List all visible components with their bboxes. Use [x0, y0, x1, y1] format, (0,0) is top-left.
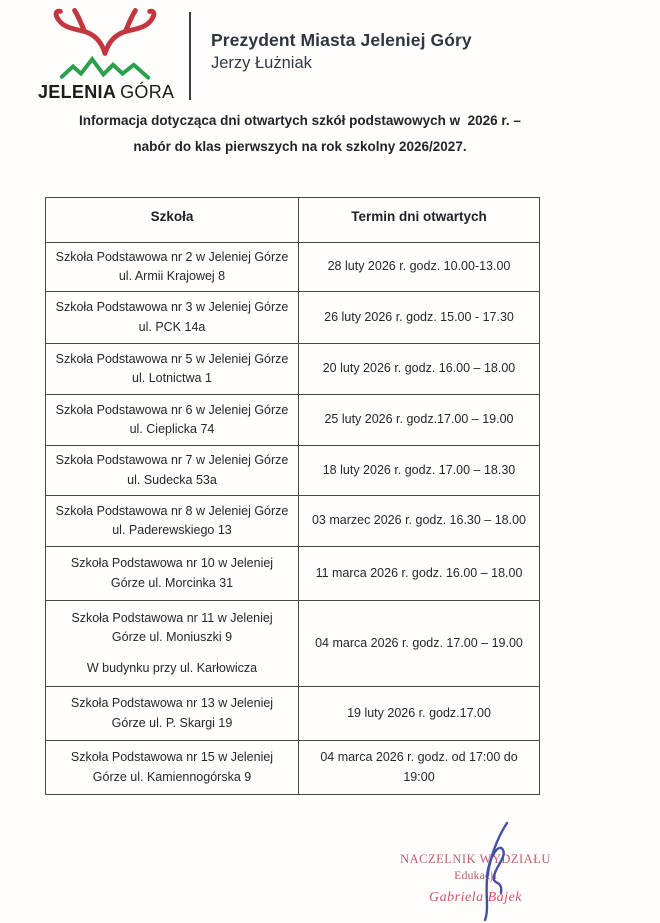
stamp-title-line: NACZELNIK WYDZIAŁU [400, 852, 551, 866]
office-subtitle: Jerzy Łużniak [211, 54, 312, 72]
school-cell: Szkoła Podstawowa nr 15 w Jeleniej Górze ul. Kamiennogórska 9 [46, 741, 299, 795]
school-cell: Szkoła Podstawowa nr 7 w Jeleniej Górze ul. Sudecka 53a [46, 446, 299, 496]
school-cell: Szkoła Podstawowa nr 13 w Jeleniej Górze ul. P. Skargi 19 [46, 687, 299, 741]
office-title: Prezydent Miasta Jeleniej Góry [211, 30, 472, 50]
term-cell: 04 marca 2026 r. godz. od 17:00 do 19:00 [299, 741, 540, 795]
term-cell: 28 luty 2026 r. godz. 10.00-13.00 [299, 243, 540, 292]
table-row [46, 687, 540, 741]
term-cell: 26 luty 2026 r. godz. 15.00 - 17.30 [299, 292, 540, 344]
table-row [46, 601, 540, 687]
logo-wordmark [38, 82, 175, 103]
table-row [46, 395, 540, 446]
table-row [46, 344, 540, 395]
school-cell: Szkoła Podstawowa nr 5 w Jeleniej Górze ul. Lotnictwa 1 [46, 344, 299, 395]
school-cell: Szkoła Podstawowa nr 2 w Jeleniej Górze ul. Armii Krajowej 8 [46, 243, 299, 292]
logo-word-gora: GÓRA [120, 82, 175, 102]
term-cell: 11 marca 2026 r. godz. 16.00 – 18.00 [299, 547, 540, 601]
handwritten-signature [472, 820, 524, 922]
table-row [46, 741, 540, 795]
intro-line-1: Informacja dotycząca dni otwartych szkół podstawowych w 2026 r. – [79, 113, 521, 128]
table-row [46, 446, 540, 496]
table-row [46, 243, 540, 292]
logo-word-jelenia: JELENIA [38, 82, 117, 102]
term-cell: 03 marzec 2026 r. godz. 16.30 – 18.00 [299, 496, 540, 547]
term-cell: 18 luty 2026 r. godz. 17.00 – 18.30 [299, 446, 540, 496]
column-header-term: Termin dni otwartych [299, 198, 540, 243]
header-divider [189, 12, 191, 100]
antlers-icon [41, 6, 169, 56]
term-cell: 04 marca 2026 r. godz. 17.00 – 19.00 [299, 601, 540, 687]
open-days-table [45, 197, 540, 795]
intro-paragraph [40, 108, 560, 160]
column-header-school: Szkoła [46, 198, 299, 243]
mountains-icon [58, 56, 152, 80]
school-cell: Szkoła Podstawowa nr 10 w Jeleniej Górze ul. Morcinka 31 [46, 547, 299, 601]
school-cell: Szkoła Podstawowa nr 11 w Jeleniej Górze ul. Moniuszki 9 W budynku przy ul. Karłowicza [46, 601, 299, 687]
intro-line-2: nabór do klas pierwszych na rok szkolny 2026/2027. [133, 139, 467, 154]
logo [38, 6, 175, 103]
term-cell: 25 luty 2026 r. godz.17.00 – 19.00 [299, 395, 540, 446]
stamp-signee-name: Gabriela Bajek [429, 890, 522, 905]
term-cell: 20 luty 2026 r. godz. 16.00 – 18.00 [299, 344, 540, 395]
table-body [46, 243, 540, 795]
stamp-department-line: Edukacji [454, 868, 497, 882]
table-row [46, 547, 540, 601]
office-header [211, 30, 472, 73]
school-cell: Szkoła Podstawowa nr 8 w Jeleniej Górze ul. Paderewskiego 13 [46, 496, 299, 547]
school-cell: Szkoła Podstawowa nr 3 w Jeleniej Górze ul. PCK 14a [46, 292, 299, 344]
term-cell: 19 luty 2026 r. godz.17.00 [299, 687, 540, 741]
table-row [46, 496, 540, 547]
school-cell: Szkoła Podstawowa nr 6 w Jeleniej Górze ul. Cieplicka 74 [46, 395, 299, 446]
table-header-row [46, 198, 540, 243]
table-row [46, 292, 540, 344]
